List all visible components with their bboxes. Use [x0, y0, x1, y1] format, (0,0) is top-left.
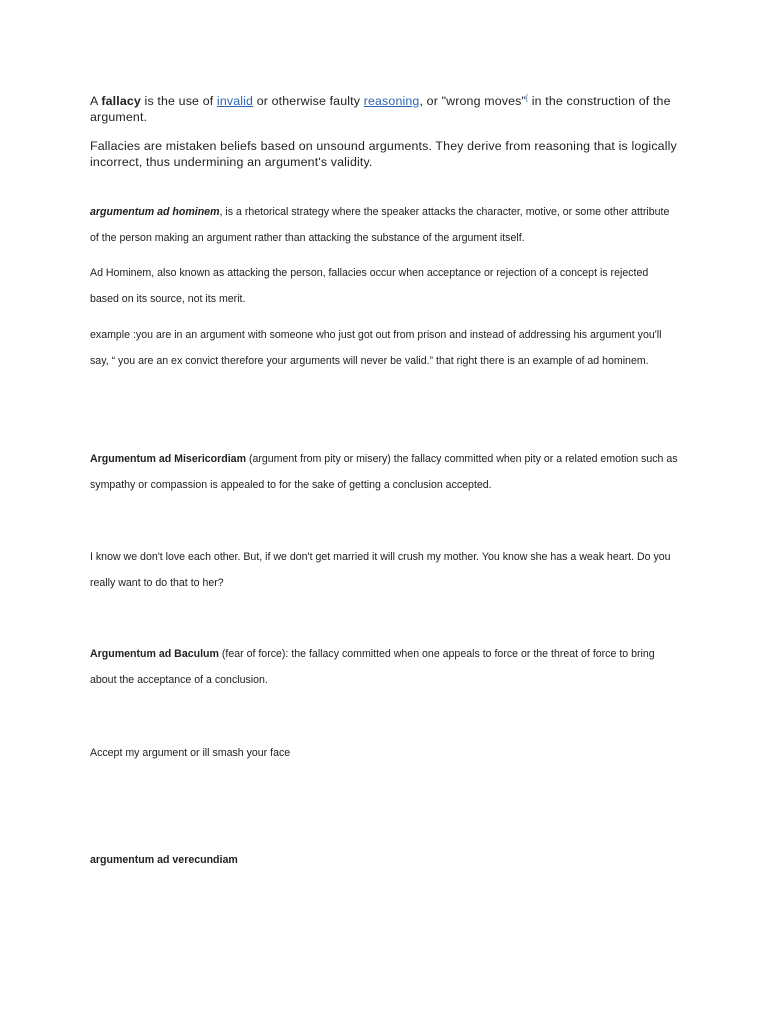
ad-baculum-term: Argumentum ad Baculum [90, 648, 219, 660]
ad-baculum-example: Accept my argument or ill smash your face [90, 747, 291, 759]
invalid-link[interactable]: invalid [216, 94, 254, 108]
ad-hominem-definition [90, 199, 680, 251]
ad-verecundiam-heading [90, 847, 680, 873]
reasoning-link[interactable]: reasoning [363, 94, 420, 108]
ad-verecundiam-term: argumentum ad verecundiam [90, 854, 238, 866]
intro-text-1: is the use of [140, 94, 217, 108]
fallacy-definition-paragraph [90, 93, 680, 125]
intro-prefix: A [90, 94, 102, 108]
ad-baculum-definition [90, 641, 680, 693]
ad-baculum-definition-text: (fear of force): the fallacy committed when one appeals to force or the threat of force to bring about the acceptance of a conclusion. [90, 648, 655, 686]
intro-text-2: or otherwise faulty [253, 94, 364, 108]
citation-link[interactable]: [ [526, 94, 529, 102]
intro-text-3: , or "wrong moves" [419, 94, 527, 108]
ad-misericordiam-example: I know we don't love each other. But, if we don't get married it will crush my mother. You know she has a weak heart. Do you really want to do that to her? [90, 551, 671, 589]
ad-misericordiam-term: Argumentum ad Misericordiam [90, 453, 246, 465]
ad-hominem-definition-text: , is a rhetorical strategy where the speaker attacks the character, motive, or some other attribute of the person making an argument rather than attacking the substance of the argument itself. [90, 206, 670, 244]
ad-misericordiam-definition-text: (argument from pity or misery) the fallacy committed when pity or a related emotion such as sympathy or compassion is appealed to for the sake of getting a conclusion accepted. [90, 453, 678, 491]
ad-misericordiam-definition [90, 446, 680, 498]
fallacy-explanation-paragraph: Fallacies are mistaken beliefs based on unsound arguments. They derive from reasoning that is logically incorrect, thus undermining an argument's validity. [90, 139, 677, 169]
intro-text-4: in the construction of the argument. [90, 94, 671, 124]
ad-hominem-example: example :you are in an argument with someone who just got out from prison and instead of addressing his argument you'll say, “ you are an ex convict therefore your arguments will never be valid.” that right there is an example of ad hominem. [90, 329, 662, 367]
ad-hominem-term: argumentum ad hominem [90, 206, 220, 218]
fallacy-term: fallacy [101, 94, 141, 108]
ad-hominem-explanation: Ad Hominem, also known as attacking the person, fallacies occur when acceptance or rejection of a concept is rejected based on its source, not its merit. [90, 267, 649, 305]
